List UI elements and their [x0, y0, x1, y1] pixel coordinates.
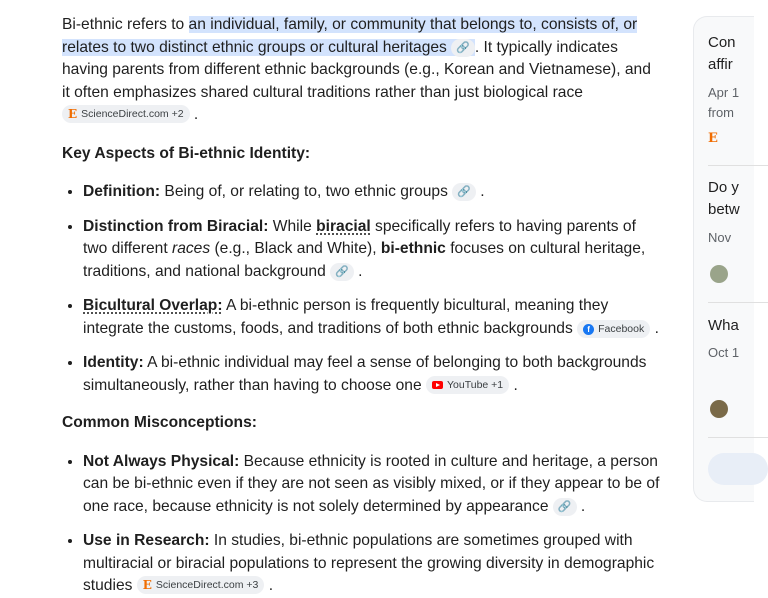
- show-all-button[interactable]: [708, 453, 768, 485]
- youtube-icon: [432, 381, 443, 389]
- link-icon: 🔗: [335, 265, 349, 278]
- source-avatar: [710, 265, 728, 283]
- source-avatar: [710, 400, 728, 418]
- sciencedirect-icon: E: [142, 578, 152, 592]
- source-link-chip[interactable]: [330, 263, 354, 281]
- source-link-chip[interactable]: [553, 498, 577, 516]
- link-icon: 🔗: [457, 186, 471, 198]
- source-chip-youtube[interactable]: YouTube +1: [426, 376, 509, 394]
- link-icon: 🔗: [456, 41, 470, 54]
- list-item: • Use in Research: In studies, bi-ethnic populations are sometimes grouped with multiracial or biracial populations to represent the growing diversity in demographic studies E ScienceDirect.com +3 .: [83, 529, 662, 598]
- divider: [708, 165, 768, 166]
- link-icon: 🔗: [557, 500, 572, 513]
- biracial-term-link[interactable]: biracial: [316, 217, 371, 235]
- sciencedirect-icon: E: [708, 131, 718, 146]
- sciencedirect-icon: E: [68, 107, 78, 121]
- divider: [708, 302, 768, 303]
- sources-sidebar: Con affir Apr 1 from E Do y betw Nov Wha Oct 1: [693, 16, 754, 502]
- bicultural-term-link[interactable]: Bicultural Overlap:: [83, 297, 223, 314]
- facebook-icon: f: [583, 324, 594, 335]
- list-item: • Identity: A bi-ethnic individual may feel a sense of belonging to both backgrounds simultaneously, rather than having to choose one YouTube +1 .: [83, 351, 662, 397]
- section-heading-misconceptions: Common Misconceptions:: [62, 414, 257, 431]
- ai-overview-content: [62, 14, 662, 598]
- source-link-chip[interactable]: [451, 39, 475, 57]
- divider: [708, 437, 768, 438]
- list-item: • Definition: Being of, or relating to, two ethnic groups 🔗 .: [83, 180, 662, 204]
- list-item: • Distinction from Biracial: While biracial specifically refers to having parents of two different races (e.g., Black and White), bi-ethnic focuses on cultural heritage, traditions, and national background 🔗 .: [83, 215, 662, 284]
- source-chip-sciencedirect[interactable]: E ScienceDirect.com +3: [137, 576, 265, 594]
- source-chip-sciencedirect[interactable]: E ScienceDirect.com +2: [62, 105, 190, 123]
- intro-paragraph: Bi-ethnic refers to an individual, family, or community that belongs to, consists of, or relates to two distinct ethnic groups or cultural heritages 🔗 . It typically indicates having parents from different ethnic backgrounds (e.g., Korean and Vietnamese), and it often emphasizes shared cultural traditions rather than just biological race E ScienceDirect.com +2 .: [62, 16, 651, 123]
- key-aspects-list: [62, 180, 662, 397]
- highlighted-definition[interactable]: an individual, family, or community that belongs to, consists of, or relates to two distinct ethnic groups or cultural heritages 🔗: [62, 16, 638, 56]
- list-item: • Not Always Physical: Because ethnicity is rooted in culture and heritage, a person can be bi-ethnic even if they are not seen as visibly mixed, or if they appear to be of one race, because ethnicity is not solely determined by appearance 🔗 .: [83, 450, 662, 519]
- source-chip-facebook[interactable]: f Facebook: [577, 320, 650, 338]
- misconceptions-list: [62, 450, 662, 598]
- list-item: • Bicultural Overlap: A bi-ethnic person is frequently bicultural, meaning they integrate the customs, foods, and traditions of both ethnic backgrounds f Facebook .: [83, 294, 662, 340]
- source-link-chip[interactable]: [452, 183, 476, 201]
- section-heading-key-aspects: Key Aspects of Bi-ethnic Identity:: [62, 144, 311, 162]
